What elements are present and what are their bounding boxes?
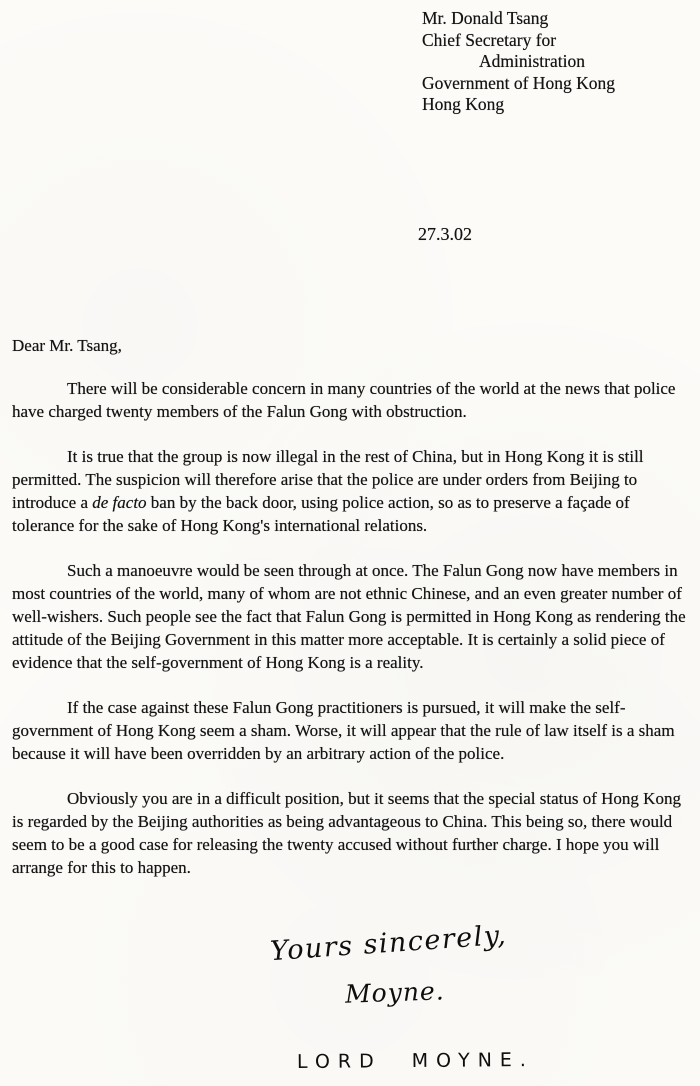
paragraph-2-italic-term: de facto: [92, 493, 147, 512]
recipient-title-line-2: Administration: [479, 51, 585, 71]
salutation: Dear Mr. Tsang,: [12, 336, 122, 355]
signature-handwritten: Moyne.: [344, 976, 446, 1009]
valediction-handwritten: Yours sincerely,: [269, 919, 509, 968]
body-paragraph-3: Such a manoeuvre would be seen through at once. The Falun Gong now have members in most countries of the world, many of whom are not ethnic Chinese, and an even greater number of well-wishers. Such people see the fact that Falun Gong is permitted in Hong Kong as rendering the attitude of the Beijing Government in this matter more acceptable. It is certainly a solid piece of evidence that the self-government of Hong Kong is a reality.: [12, 561, 686, 672]
recipient-title-line-1: Chief Secretary for: [422, 29, 557, 50]
paragraph-2-text-before: It is true that the group is now illegal in the rest of China, but in Hong Kong it is still permitted. The suspicion will therefore arise that the police are under orders from Beijing to introduce a: [12, 447, 644, 512]
recipient-name: Mr. Donald Tsang: [422, 8, 549, 28]
body-paragraph-4: If the case against these Falun Gong practitioners is pursued, it will make the self-government of Hong Kong seem a sham. Worse, it will appear that the rule of law itself is a sham because it will have been overridden by an arbitrary action of the police.: [12, 698, 675, 763]
body-paragraph-5: Obviously you are in a difficult position, but it seems that the special status of Hong Kong is regarded by the Beijing authorities as being advantageous to China. This being so, there would seem to be a good case for releasing the twenty accused without further charge. I hope you will arrange for this to happen.: [12, 789, 681, 877]
body-paragraph-2: [12, 445, 690, 537]
signatory-name-handwritten: LORD MOYNE.: [296, 1048, 535, 1074]
recipient-address-block: [422, 8, 615, 116]
paragraph-2-text-after: ban by the back door, using police action, so as to preserve a façade of tolerance for the sake of Hong Kong's international relations.: [12, 493, 630, 535]
recipient-city: Hong Kong: [422, 94, 505, 114]
letter-date: 27.3.02: [418, 224, 472, 244]
body-paragraph-1: There will be considerable concern in many countries of the world at the news that police have charged twenty members of the Falun Gong with obstruction.: [12, 379, 676, 421]
recipient-organisation: Government of Hong Kong: [422, 72, 615, 93]
letter-body: [12, 334, 690, 901]
